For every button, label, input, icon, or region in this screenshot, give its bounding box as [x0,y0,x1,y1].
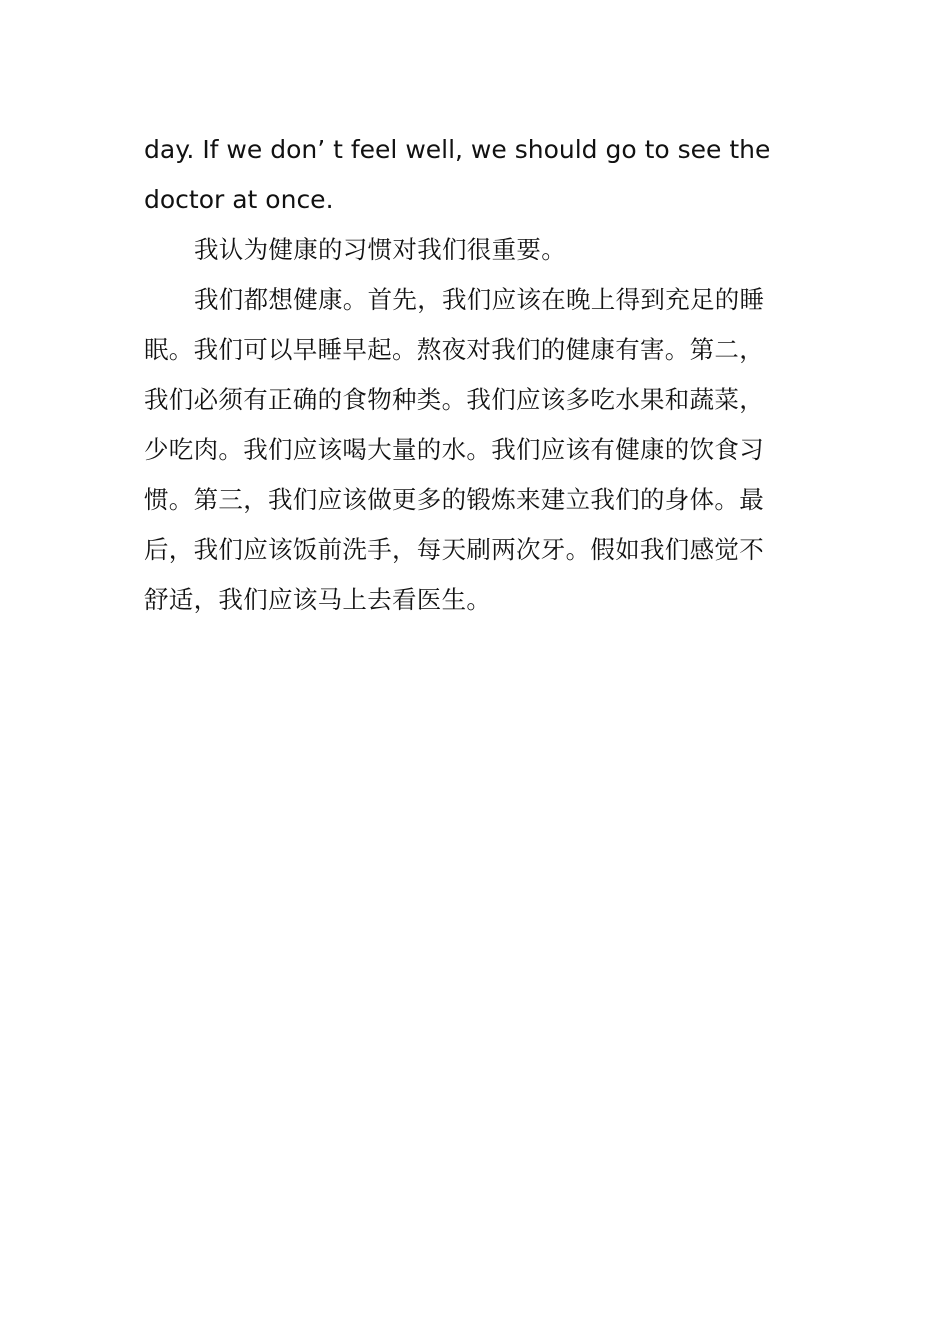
chinese-paragraph-line-3: 我们必须有正确的食物种类。我们应该多吃水果和蔬菜， [144,385,764,414]
chinese-thesis-line: 我认为健康的习惯对我们很重要。 [194,235,566,264]
english-line-2: doctor at once. [144,185,334,214]
chinese-paragraph-line-2: 眠。我们可以早睡早起。熬夜对我们的健康有害。第二， [144,335,764,364]
chinese-paragraph-line-1: 我们都想健康。首先，我们应该在晚上得到充足的睡 [194,285,765,314]
document-text [144,125,789,625]
chinese-paragraph-line-7: 舒适，我们应该马上去看医生。 [144,585,492,614]
chinese-paragraph-line-5: 惯。第三，我们应该做更多的锻炼来建立我们的身体。最 [144,485,764,514]
english-line-1: day. If we don’ t feel well, we should go to see the [144,135,771,164]
chinese-paragraph-line-4: 少吃肉。我们应该喝大量的水。我们应该有健康的饮食习 [144,435,764,464]
chinese-paragraph-line-6: 后，我们应该饭前洗手，每天刷两次牙。假如我们感觉不 [144,535,764,564]
